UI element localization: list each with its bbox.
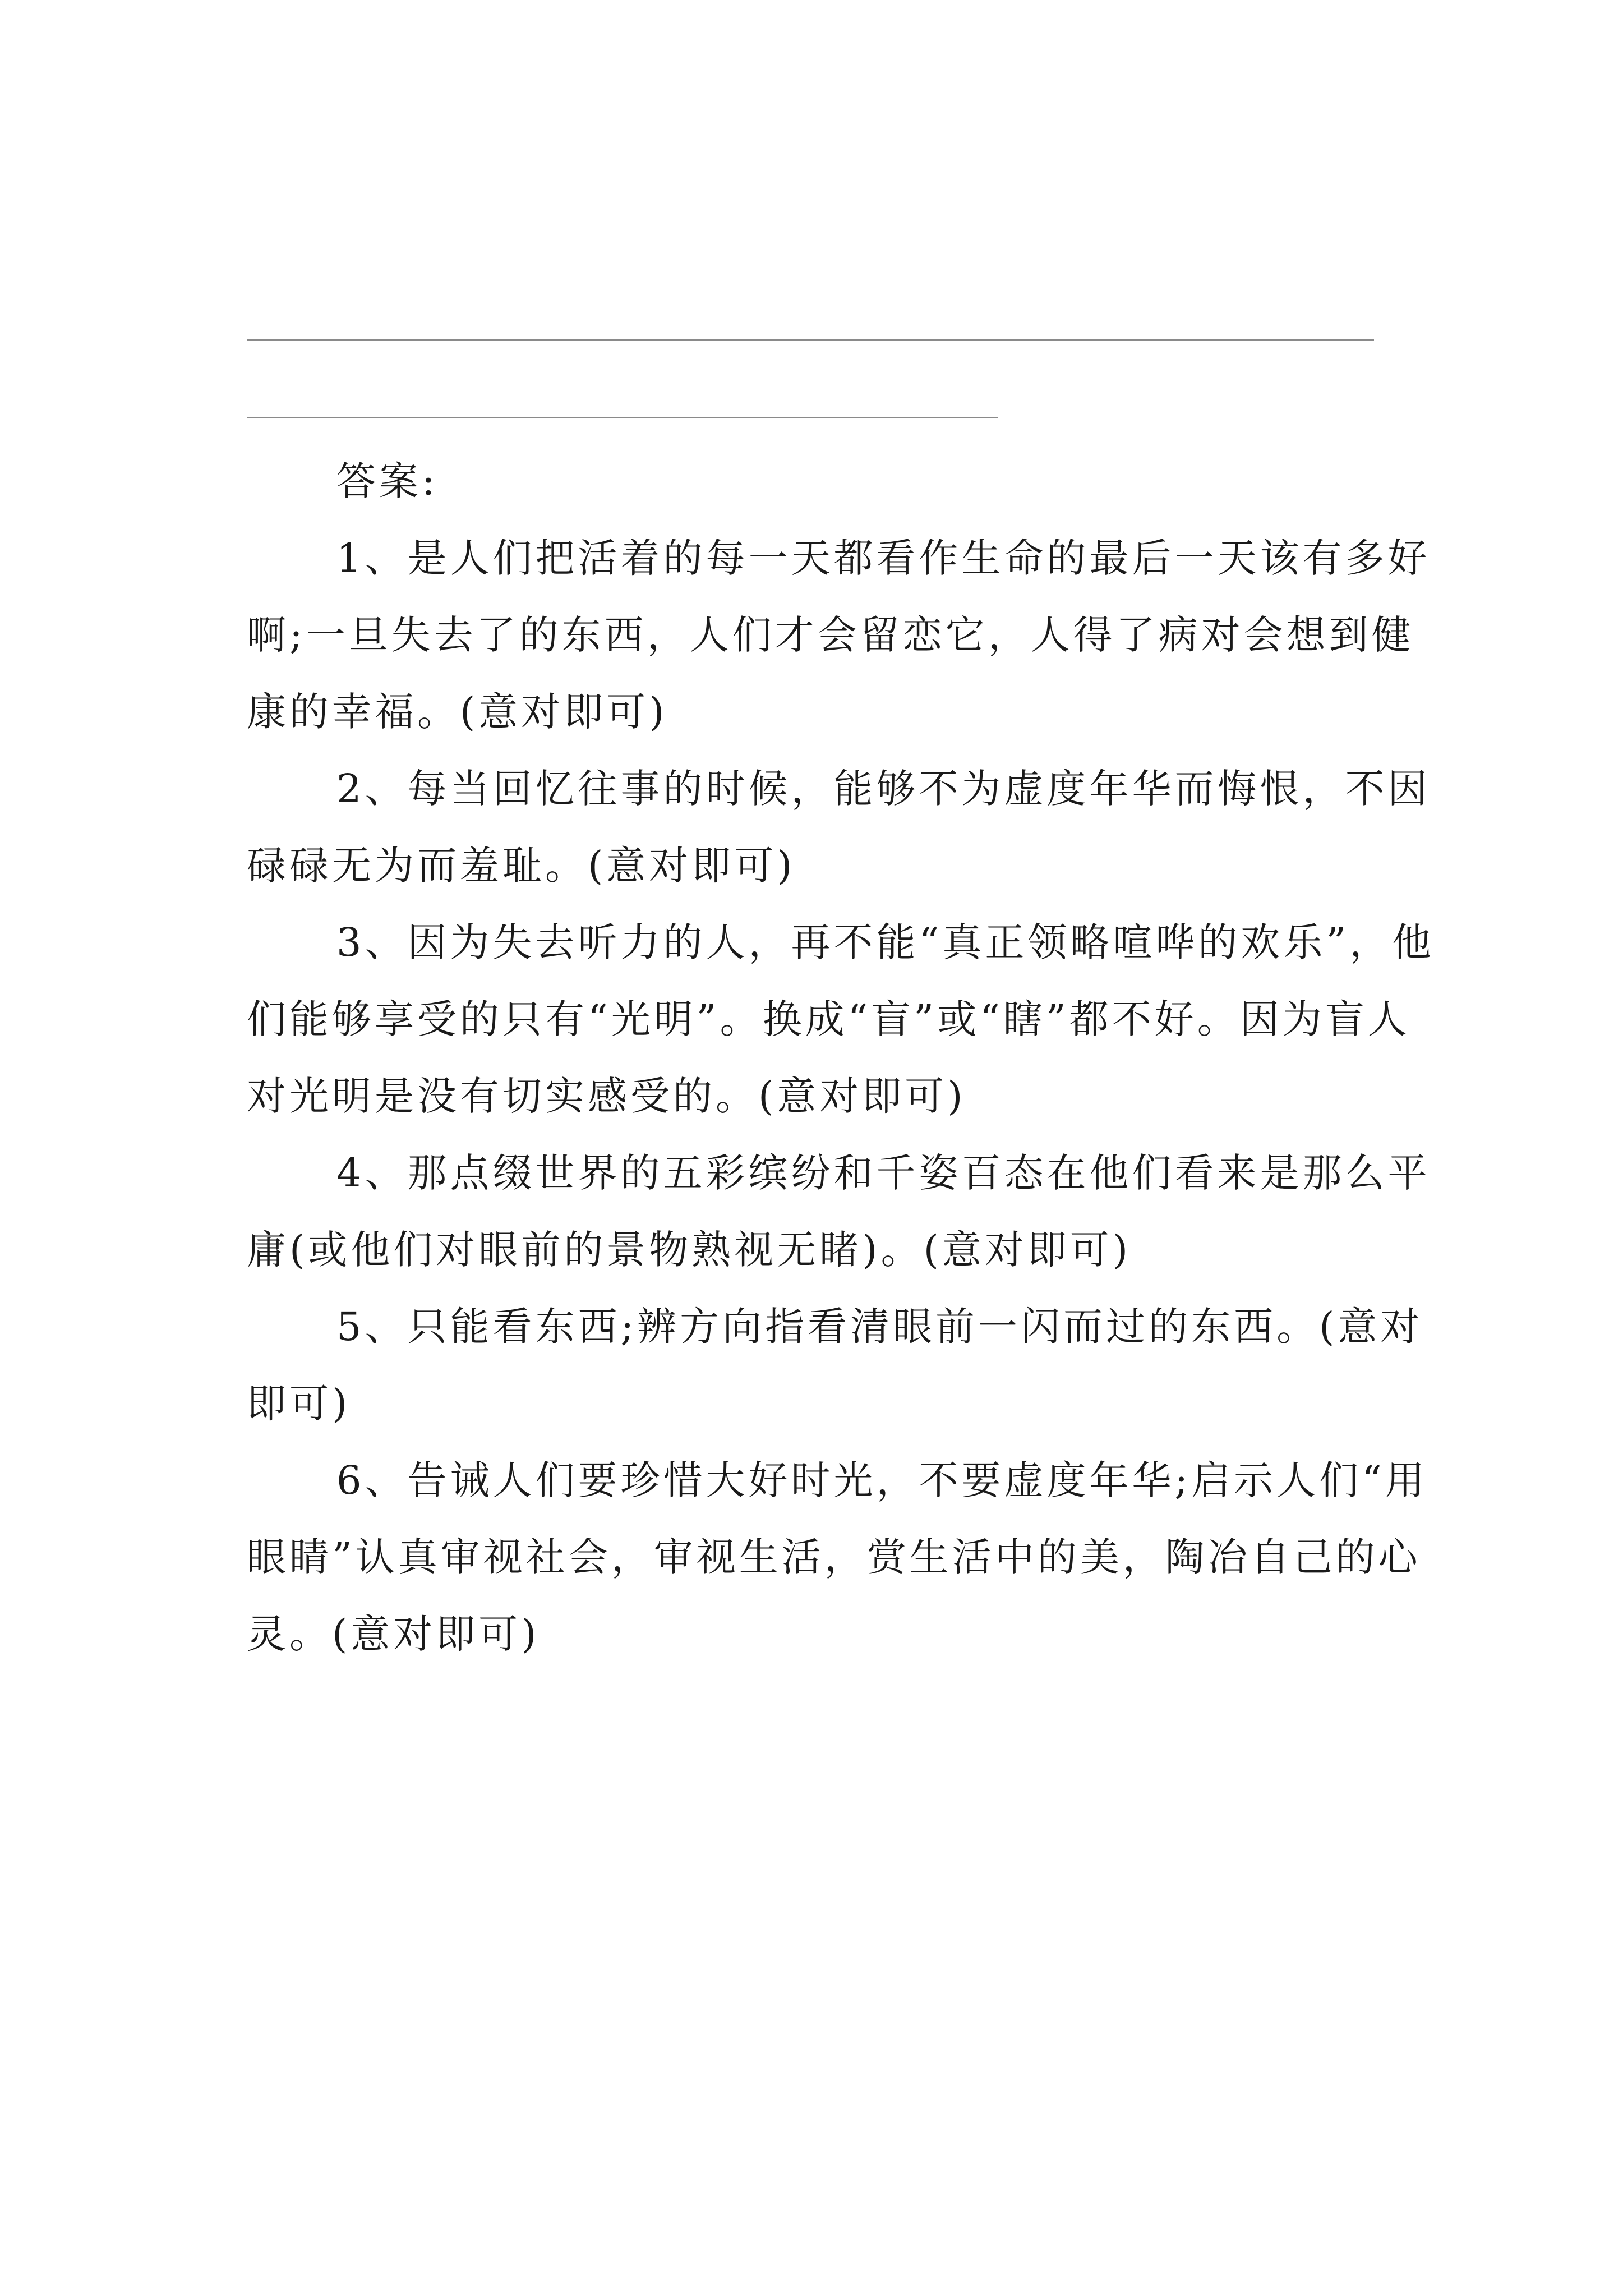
answer-item-3: 3、因为失去听力的人，再不能“真正领略喧哗的欢乐”，他们能够享受的只有“光明”。换成“盲”或“瞎”都不好。因为盲人对光明是没有切实感受的。(意对即可) <box>247 919 1435 1119</box>
answer-heading: 答案: <box>336 458 439 504</box>
answer-blank-line <box>247 339 1374 341</box>
answer-item-6: 6、告诫人们要珍惜大好时光，不要虚度年华;启示人们“用眼睛”认真审视社会，审视生活，赏生活中的美，陶冶自己的心灵。(意对即可) <box>247 1457 1428 1657</box>
answer-item-5: 5、只能看东西;辨方向指看清眼前一闪而过的东西。(意对即可) <box>247 1304 1423 1427</box>
answer-item-2: 2、每当回忆往事的时候，能够不为虚度年华而悔恨，不因碌碌无为而羞耻。(意对即可) <box>247 766 1431 889</box>
answer-item-4: 4、那点缀世界的五彩缤纷和千姿百态在他们看来是那么平庸(或他们对眼前的景物熟视无睹)。(意对即可) <box>247 1150 1431 1273</box>
answer-item-1: 1、是人们把活着的每一天都看作生命的最后一天该有多好啊;一旦失去了的东西，人们才会留恋它，人得了病对会想到健康的幸福。(意对即可) <box>247 535 1431 735</box>
answer-section <box>247 443 1447 1673</box>
answer-blank-line <box>247 417 998 418</box>
